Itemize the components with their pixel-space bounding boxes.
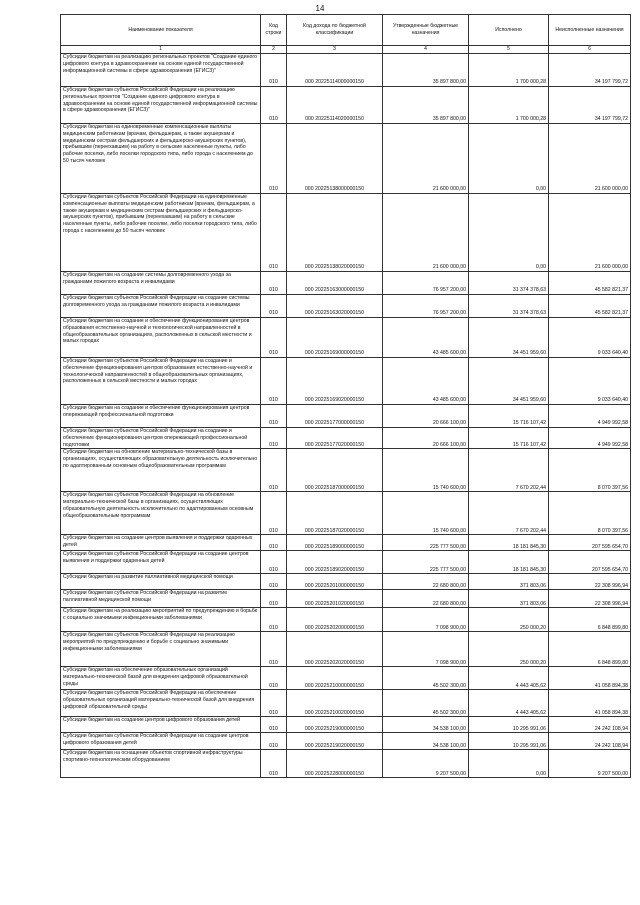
row-executed: 0,00	[469, 124, 549, 194]
row-line-code: 010	[261, 717, 287, 733]
table-row	[61, 535, 631, 551]
row-unexecuted: 8 070 397,56	[549, 492, 631, 535]
row-income-code: 000 20225219000000150	[287, 717, 383, 733]
table-row	[61, 295, 631, 318]
row-line-code: 010	[261, 608, 287, 632]
row-approved: 9 207 500,00	[383, 750, 469, 778]
row-name: Субсидии бюджетам на создание системы долговременного ухода за гражданами пожилого возраста и инвалидами	[61, 272, 261, 295]
row-income-code: 000 20225228000000150	[287, 750, 383, 778]
row-approved: 15 740 600,00	[383, 492, 469, 535]
table-row	[61, 590, 631, 608]
row-approved: 20 666 100,00	[383, 405, 469, 428]
row-approved: 76 957 200,00	[383, 295, 469, 318]
row-name: Субсидии бюджетам на единовременные компенсационные выплаты медицинским работникам (врачам, фельдшерам, а также акушеркам и медицинским сестрам фельдшерских и фельдшерско-акушерских пунктов), прибывшим (переехавшим) на работу в сельские населенные пункты, либо рабочие поселки, либо поселки городского типа, либо города с населением до 50 тысяч человек	[61, 124, 261, 194]
table-row	[61, 632, 631, 667]
row-unexecuted: 9 207 500,00	[549, 750, 631, 778]
row-line-code: 010	[261, 551, 287, 574]
row-unexecuted: 41 058 894,38	[549, 690, 631, 717]
row-name: Субсидии бюджетам на создание центров цифрового образования детей	[61, 717, 261, 733]
row-executed: 34 451 959,60	[469, 358, 549, 405]
row-executed: 15 716 107,42	[469, 405, 549, 428]
row-name: Субсидии бюджетам на создание центров выявления и поддержки одаренных детей	[61, 535, 261, 551]
header-executed: Исполнено	[469, 15, 549, 46]
row-name: Субсидии бюджетам субъектов Российской Федерации на развитие паллиативной медицинской помощи	[61, 590, 261, 608]
row-executed: 371 803,06	[469, 574, 549, 590]
row-unexecuted: 22 308 996,94	[549, 574, 631, 590]
row-name: Субсидии бюджетам на развитие паллиативной медицинской помощи	[61, 574, 261, 590]
row-unexecuted: 34 197 799,72	[549, 54, 631, 87]
row-income-code: 000 20225114020000150	[287, 87, 383, 124]
row-line-code: 010	[261, 492, 287, 535]
row-income-code: 000 20225177000000150	[287, 405, 383, 428]
row-executed: 10 295 991,06	[469, 733, 549, 750]
row-income-code: 000 20225138000000150	[287, 124, 383, 194]
row-income-code: 000 20225138020000150	[287, 194, 383, 272]
table-row	[61, 551, 631, 574]
row-name: Субсидии бюджетам субъектов Российской Федерации на создание центров выявления и поддержки одаренных детей	[61, 551, 261, 574]
row-line-code: 010	[261, 690, 287, 717]
table-row	[61, 405, 631, 428]
row-name: Субсидии бюджетам на создание и обеспечение функционирования центров образования естественно-научной и технологической направленностей в общеобразовательных организациях, расположенных в сельской местности и малых городах	[61, 318, 261, 358]
row-approved: 225 777 500,00	[383, 551, 469, 574]
row-line-code: 010	[261, 87, 287, 124]
row-approved: 21 600 000,00	[383, 194, 469, 272]
row-unexecuted: 8 070 397,56	[549, 449, 631, 492]
header-unexecuted: Неисполненные назначения	[549, 15, 631, 46]
row-executed: 250 000,20	[469, 632, 549, 667]
table-row	[61, 318, 631, 358]
row-name: Субсидии бюджетам на обеспечение образовательных организаций материально-технической базой для внедрения цифровой образовательной среды	[61, 667, 261, 690]
row-executed: 7 670 202,44	[469, 492, 549, 535]
row-income-code: 000 20225177020000150	[287, 428, 383, 449]
row-name: Субсидии бюджетам субъектов Российской Федерации на создание и обеспечение функционирования центров опережающей профессиональной подготовки	[61, 428, 261, 449]
table-row	[61, 750, 631, 778]
row-unexecuted: 6 848 899,80	[549, 608, 631, 632]
row-executed: 10 295 991,06	[469, 717, 549, 733]
table-row	[61, 492, 631, 535]
row-executed: 0,00	[469, 194, 549, 272]
table-row	[61, 358, 631, 405]
budget-report-table	[60, 14, 631, 778]
row-name: Субсидии бюджетам на оснащение объектов спортивной инфраструктуры спортивно-технологическим оборудованием	[61, 750, 261, 778]
row-name: Субсидии бюджетам субъектов Российской Федерации на реализацию региональных проектов "Создание единого цифрового контура в здравоохранении на основе единой государственной информационной системы в сфере здравоохранения (ЕГИСЗ)"	[61, 87, 261, 124]
header-approved: Утвержденные бюджетные назначения	[383, 15, 469, 46]
row-line-code: 010	[261, 194, 287, 272]
row-approved: 21 600 000,00	[383, 124, 469, 194]
row-unexecuted: 45 582 821,37	[549, 295, 631, 318]
row-income-code: 000 20225210020000150	[287, 690, 383, 717]
row-unexecuted: 24 242 108,94	[549, 717, 631, 733]
row-income-code: 000 20225163000000150	[287, 272, 383, 295]
row-executed: 15 716 107,42	[469, 428, 549, 449]
row-approved: 35 897 800,00	[383, 87, 469, 124]
table-row	[61, 717, 631, 733]
header-name: Наименование показателя	[61, 15, 261, 46]
column-numbers-row	[61, 46, 631, 54]
row-line-code: 010	[261, 358, 287, 405]
row-line-code: 010	[261, 318, 287, 358]
row-line-code: 010	[261, 295, 287, 318]
row-approved: 20 666 100,00	[383, 428, 469, 449]
row-executed: 7 670 202,44	[469, 449, 549, 492]
row-unexecuted: 4 949 992,58	[549, 405, 631, 428]
table-row	[61, 194, 631, 272]
row-line-code: 010	[261, 272, 287, 295]
header-income-code: Код дохода по бюджетной классификации	[287, 15, 383, 46]
row-approved: 34 538 100,00	[383, 733, 469, 750]
row-line-code: 010	[261, 124, 287, 194]
column-number: 6	[549, 46, 631, 54]
row-line-code: 010	[261, 632, 287, 667]
table-row	[61, 667, 631, 690]
row-name: Субсидии бюджетам субъектов Российской Федерации на реализацию мероприятий по предупреждению и борьбе с социально значимыми инфекционными заболеваниями	[61, 632, 261, 667]
row-name: Субсидии бюджетам на создание и обеспечение функционирования центров опережающей профессиональной подготовки	[61, 405, 261, 428]
row-line-code: 010	[261, 750, 287, 778]
row-approved: 45 502 300,00	[383, 667, 469, 690]
row-approved: 43 485 600,00	[383, 358, 469, 405]
row-name: Субсидии бюджетам субъектов Российской Федерации на создание центров цифрового образования детей	[61, 733, 261, 750]
column-number: 1	[61, 46, 261, 54]
row-income-code: 000 20225114000000150	[287, 54, 383, 87]
row-approved: 7 098 900,00	[383, 608, 469, 632]
row-unexecuted: 22 308 996,94	[549, 590, 631, 608]
row-executed: 18 181 845,30	[469, 551, 549, 574]
row-unexecuted: 24 242 108,94	[549, 733, 631, 750]
row-approved: 76 957 200,00	[383, 272, 469, 295]
row-unexecuted: 4 949 992,58	[549, 428, 631, 449]
row-name: Субсидии бюджетам на реализацию региональных проектов "Создание единого цифрового контура в здравоохранении на основе единой государственной информационной системы в сфере здравоохранения (ЕГИСЗ)"	[61, 54, 261, 87]
row-name: Субсидии бюджетам субъектов Российской Федерации на обновление материально-технической базы в организациях, осуществляющих образовательную деятельность исключительно по адаптированным основным общеобразовательным программам	[61, 492, 261, 535]
row-income-code: 000 20225163020000150	[287, 295, 383, 318]
header-line-code: Код строки	[261, 15, 287, 46]
row-line-code: 010	[261, 449, 287, 492]
row-unexecuted: 34 197 799,72	[549, 87, 631, 124]
row-income-code: 000 20225169020000150	[287, 358, 383, 405]
table-row	[61, 574, 631, 590]
row-executed: 31 374 378,63	[469, 272, 549, 295]
row-executed: 1 700 000,28	[469, 87, 549, 124]
table-row	[61, 87, 631, 124]
header-row	[61, 15, 631, 46]
row-line-code: 010	[261, 428, 287, 449]
row-approved: 35 897 800,00	[383, 54, 469, 87]
row-line-code: 010	[261, 667, 287, 690]
row-name: Субсидии бюджетам на обновление материально-технической базы в организациях, осуществляющих образовательную деятельность исключительно по адаптированным основным общеобразовательным программам	[61, 449, 261, 492]
row-approved: 15 740 600,00	[383, 449, 469, 492]
table-row	[61, 449, 631, 492]
row-income-code: 000 20225201020000150	[287, 590, 383, 608]
row-unexecuted: 9 033 640,40	[549, 318, 631, 358]
row-name: Субсидии бюджетам субъектов Российской Федерации на обеспечение образовательных организаций материально-технической базой для внедрения цифровой образовательной среды	[61, 690, 261, 717]
row-approved: 22 680 800,00	[383, 574, 469, 590]
row-executed: 250 000,20	[469, 608, 549, 632]
row-line-code: 010	[261, 405, 287, 428]
row-executed: 1 700 000,28	[469, 54, 549, 87]
row-unexecuted: 21 600 000,00	[549, 194, 631, 272]
row-line-code: 010	[261, 733, 287, 750]
row-executed: 4 443 405,62	[469, 667, 549, 690]
row-name: Субсидии бюджетам на реализацию мероприятий по предупреждению и борьбе с социально значимыми инфекционными заболеваниями	[61, 608, 261, 632]
row-approved: 45 502 300,00	[383, 690, 469, 717]
row-income-code: 000 20225189000000150	[287, 535, 383, 551]
row-income-code: 000 20225169000000150	[287, 318, 383, 358]
row-line-code: 010	[261, 54, 287, 87]
row-name: Субсидии бюджетам субъектов Российской Федерации на создание и обеспечение функционирования центров образования естественно-научной и технологической направленностей в общеобразовательных организациях, расположенных в сельской местности и малых городах	[61, 358, 261, 405]
table-row	[61, 272, 631, 295]
table-row	[61, 608, 631, 632]
row-executed: 4 443 405,62	[469, 690, 549, 717]
row-income-code: 000 20225202020000150	[287, 632, 383, 667]
column-number: 5	[469, 46, 549, 54]
column-number: 3	[287, 46, 383, 54]
row-line-code: 010	[261, 590, 287, 608]
row-line-code: 010	[261, 574, 287, 590]
row-unexecuted: 41 058 894,38	[549, 667, 631, 690]
row-income-code: 000 20225187020000150	[287, 492, 383, 535]
table-row	[61, 733, 631, 750]
column-number: 2	[261, 46, 287, 54]
row-unexecuted: 6 848 899,80	[549, 632, 631, 667]
row-executed: 371 803,06	[469, 590, 549, 608]
row-income-code: 000 20225201000000150	[287, 574, 383, 590]
row-approved: 34 538 100,00	[383, 717, 469, 733]
row-executed: 34 451 959,60	[469, 318, 549, 358]
row-approved: 225 777 500,00	[383, 535, 469, 551]
row-unexecuted: 207 595 654,70	[549, 551, 631, 574]
table-row	[61, 124, 631, 194]
table-row	[61, 54, 631, 87]
table-row	[61, 690, 631, 717]
page-number: 14	[315, 4, 325, 13]
row-name: Субсидии бюджетам субъектов Российской Федерации на создание системы долговременного ухода за гражданами пожилого возраста и инвалидами	[61, 295, 261, 318]
row-line-code: 010	[261, 535, 287, 551]
row-unexecuted: 9 033 640,40	[549, 358, 631, 405]
row-unexecuted: 21 600 000,00	[549, 124, 631, 194]
column-number: 4	[383, 46, 469, 54]
row-executed: 18 181 845,30	[469, 535, 549, 551]
row-approved: 22 680 800,00	[383, 590, 469, 608]
row-name: Субсидии бюджетам субъектов Российской Федерации на единовременные компенсационные выплаты медицинским работникам (врачам, фельдшерам, а также акушеркам и медицинским сестрам фельдшерских и фельдшерско-акушерских пунктов), прибывшим (переехавшим) на работу в сельские населенные пункты, либо рабочие поселки, либо поселки городского типа, либо города с населением до 50 тысяч человек	[61, 194, 261, 272]
row-executed: 31 374 378,63	[469, 295, 549, 318]
table-row	[61, 428, 631, 449]
row-income-code: 000 20225202000000150	[287, 608, 383, 632]
row-income-code: 000 20225187000000150	[287, 449, 383, 492]
row-approved: 43 485 600,00	[383, 318, 469, 358]
row-executed: 0,00	[469, 750, 549, 778]
row-income-code: 000 20225219020000150	[287, 733, 383, 750]
row-income-code: 000 20225210000000150	[287, 667, 383, 690]
row-unexecuted: 45 582 821,37	[549, 272, 631, 295]
row-unexecuted: 207 595 654,70	[549, 535, 631, 551]
row-approved: 7 098 900,00	[383, 632, 469, 667]
row-income-code: 000 20225189020000150	[287, 551, 383, 574]
